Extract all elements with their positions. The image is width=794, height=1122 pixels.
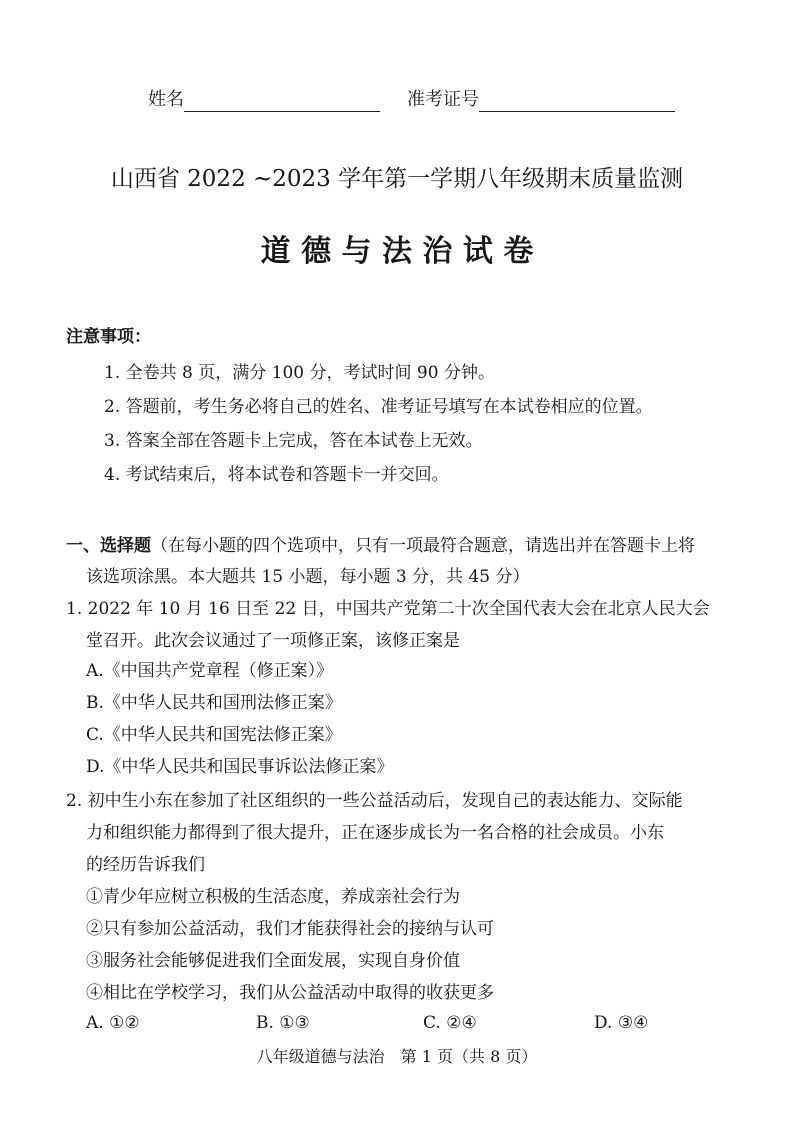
answer-option: A.《中国共产党章程（修正案）》	[86, 661, 334, 681]
question-stem: 的经历告诉我们	[86, 855, 205, 875]
notice-item: 3. 答案全部在答题卡上完成，答在本试卷上无效。	[104, 431, 483, 451]
question-statement: ④相比在学校学习，我们从公益活动中取得的收获更多	[86, 983, 494, 1003]
section-instructions-line2: 该选项涂黑。本大题共 15 小题，每小题 3 分，共 45 分）	[86, 567, 530, 587]
page-footer: 八年级道德与法治 第 1 页（共 8 页）	[256, 1047, 538, 1066]
answer-option: D. ③④	[594, 1013, 649, 1033]
notice-item: 2. 答题前，考生务必将自己的姓名、准考证号填写在本试卷相应的位置。	[104, 397, 653, 417]
answer-option: A. ①②	[86, 1013, 140, 1033]
section-heading: 一、选择题	[66, 536, 151, 556]
exam-title: 山西省 2022 ~2023 学年第一学期八年级期末质量监测	[110, 166, 684, 192]
notice-item: 4. 考试结束后，将本试卷和答题卡一并交回。	[104, 465, 449, 485]
section-instructions-line1: （在每小题的四个选项中，只有一项最符合题意，请选出并在答题卡上将	[151, 536, 695, 556]
exam-id-blank	[479, 93, 675, 112]
question-stem: 2. 初中生小东在参加了社区组织的一些公益活动后，发现自己的表达能力、交际能	[66, 791, 683, 811]
question-stem: 1. 2022 年 10 月 16 日至 22 日，中国共产党第二十次全国代表大会在北京人民大会	[66, 599, 710, 619]
exam-id-label: 准考证号	[407, 89, 479, 110]
answer-option: C.《中华人民共和国宪法修正案》	[86, 725, 342, 745]
answer-option: C. ②④	[423, 1013, 477, 1033]
exam-id-field-row	[407, 88, 675, 112]
answer-options-row	[0, 1012, 794, 1036]
answer-option: D.《中华人民共和国民事诉讼法修正案》	[86, 757, 394, 777]
answer-option: B.《中华人民共和国刑法修正案》	[86, 693, 342, 713]
question-stem: 堂召开。此次会议通过了一项修正案，该修正案是	[86, 631, 460, 651]
section-instructions	[66, 535, 695, 557]
name-label: 姓名	[148, 89, 184, 110]
question-statement: ①青少年应树立积极的生活态度，养成亲社会行为	[86, 887, 460, 907]
name-blank	[184, 93, 380, 112]
question-stem: 力和组织能力都得到了很大提升，正在逐步成长为一名合格的社会成员。小东	[86, 823, 664, 843]
subject-title: 道 德 与 法 治 试 卷	[260, 234, 534, 269]
notice-heading: 注意事项：	[66, 327, 151, 347]
question-statement: ③服务社会能够促进我们全面发展，实现自身价值	[86, 951, 460, 971]
answer-option: B. ①③	[256, 1013, 310, 1033]
name-field-row	[148, 88, 380, 112]
notice-item: 1. 全卷共 8 页，满分 100 分，考试时间 90 分钟。	[104, 363, 495, 383]
question-statement: ②只有参加公益活动，我们才能获得社会的接纳与认可	[86, 919, 494, 939]
